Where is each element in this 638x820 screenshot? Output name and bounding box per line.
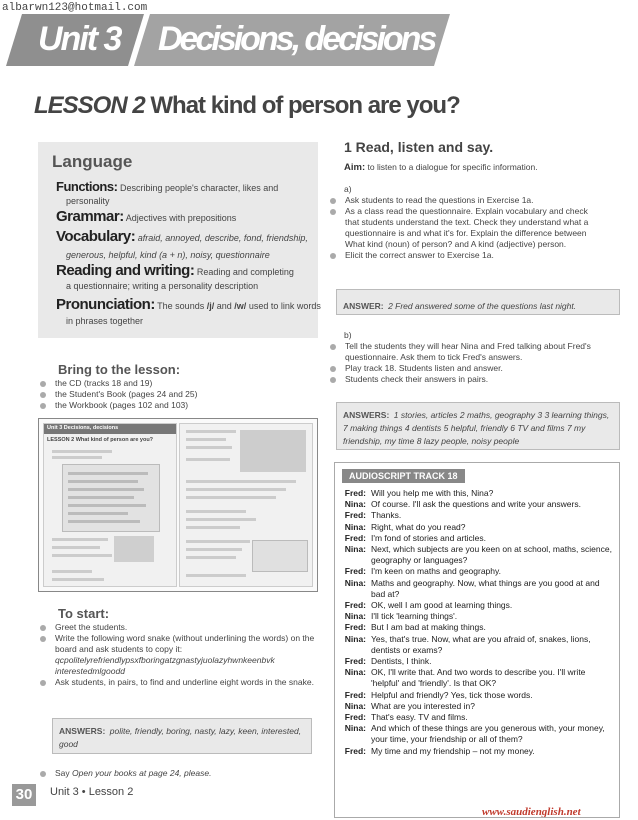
thumbnail-header-text: Unit 3 Decisions, decisions <box>47 425 119 431</box>
vocabulary-text: afraid, annoyed, describe, fond, friendship, <box>137 233 308 243</box>
audioscript-line <box>338 499 614 510</box>
reading-writing-text: Reading and completing <box>196 267 294 277</box>
audioscript-line <box>338 667 614 689</box>
speech-text: And which of these things are you generous with, your money, your time, your friendship or all of them? <box>371 723 605 745</box>
to-start-list <box>38 622 318 688</box>
list-item <box>38 633 318 677</box>
language-title: Language <box>52 152 133 171</box>
speaker-label: Nina: <box>344 667 366 678</box>
speaker-label: Fred: <box>344 488 366 498</box>
answer-box-a <box>336 289 620 315</box>
grammar-text: Adjectives with prepositions <box>125 213 237 223</box>
audioscript-line <box>338 578 614 600</box>
audioscript-line <box>338 510 614 521</box>
speaker-label: Nina: <box>344 700 366 711</box>
speech-text: OK, well I am good at learning things. <box>371 600 513 611</box>
audioscript-line <box>338 634 614 656</box>
speech-text: OK, I'll write that. And two words to describe you. I'll write 'helpful' and 'friendly'. Is that OK? <box>371 667 586 689</box>
speaker-label: Fred: <box>344 656 366 667</box>
answer-text: 2 Fred answered some of the questions last night. <box>388 301 577 311</box>
list-item: As a class read the questionnaire. Explain vocabulary and check that students understand the text. Check they understand what a questionnaire is and what it's for. Explain the difference between What kind (noun) of person? and A kind (adjective) person. <box>328 206 600 250</box>
answers-label: ANSWERS: <box>59 726 106 736</box>
audioscript-lines <box>338 488 614 757</box>
speech-text: What are you interested in? <box>371 700 475 711</box>
audioscript-line <box>338 522 614 533</box>
audioscript-line <box>338 746 614 757</box>
audioscript-line <box>338 611 614 622</box>
audioscript-line <box>338 488 614 499</box>
speech-text: Thanks. <box>371 510 402 521</box>
list-item: the Student's Book (pages 24 and 25) <box>38 389 318 400</box>
unit-title: Decisions, decisions <box>158 20 435 58</box>
sound-w: /w/ <box>234 301 247 311</box>
speaker-label: Nina: <box>344 611 366 622</box>
list-item: the Workbook (pages 102 and 103) <box>38 400 318 411</box>
grammar-label: Grammar: <box>56 208 124 225</box>
speech-text: Next, which subjects are you keen on at school, maths, science, geography or languages? <box>371 544 612 566</box>
speaker-label: Nina: <box>344 499 366 510</box>
bring-title: Bring to the lesson: <box>58 362 181 377</box>
speaker-label: Nina: <box>344 633 366 644</box>
part-b-list <box>328 341 600 385</box>
speech-text: I'm fond of stories and articles. <box>371 532 487 543</box>
list-item: Greet the students. <box>38 622 318 633</box>
speech-text: That's easy. TV and films. <box>371 712 468 723</box>
grammar-line <box>56 210 236 225</box>
lesson-heading <box>34 92 460 120</box>
audioscript-line <box>338 690 614 701</box>
pronunciation-text-2: in phrases together <box>66 316 144 326</box>
pronunciation-text-a: The sounds <box>157 301 205 311</box>
functions-text-2: personality <box>66 196 110 206</box>
to-start-title: To start: <box>58 606 110 621</box>
speech-text: Dentists, I think. <box>371 656 432 667</box>
speaker-label: Fred: <box>344 622 366 633</box>
speaker-label: Nina: <box>344 521 366 532</box>
speech-text: I'm keen on maths and geography. <box>371 566 501 577</box>
speaker-label: Nina: <box>344 577 366 588</box>
list-item: Elicit the correct answer to Exercise 1a. <box>328 250 600 261</box>
list-item: Tell the students they will hear Nina and Fred talking about Fred's questionnaire. Ask them to tick Fred's answers. <box>328 341 600 363</box>
say-list <box>38 768 318 779</box>
list-item <box>38 768 318 779</box>
answers-text: polite, friendly, boring, nasty, lazy, keen, interested, good <box>59 726 302 749</box>
lesson-number: LESSON 2 <box>34 92 145 119</box>
speaker-label: Nina: <box>344 723 366 734</box>
speech-text: Will you help me with this, Nina? <box>371 488 494 498</box>
speech-text: But I am bad at making things. <box>371 622 486 633</box>
page-number: 30 <box>12 784 36 806</box>
thumbnail-photo <box>240 430 306 472</box>
speech-text: Helpful and friendly? Yes, tick those words. <box>371 689 533 700</box>
list-item: Students check their answers in pairs. <box>328 374 600 385</box>
unit-number: Unit 3 <box>38 20 121 58</box>
watermark-email: albarwn123@hotmail.com <box>2 2 148 14</box>
speech-text: My time and my friendship – not my money. <box>371 745 535 756</box>
list-item: Ask students to read the questions in Exercise 1a. <box>328 195 600 206</box>
audioscript-line <box>338 712 614 723</box>
audioscript-line <box>338 544 614 566</box>
answers-box-b <box>336 402 620 450</box>
functions-line <box>56 180 278 195</box>
vocabulary-label: Vocabulary: <box>56 228 136 245</box>
footer-label: Unit 3 • Lesson 2 <box>50 786 134 798</box>
speech-text: Right, what do you read? <box>371 521 466 532</box>
part-b-label: b) <box>344 330 352 340</box>
say-text: Open your books at page 24, please. <box>72 768 212 778</box>
list-item-text: Write the following word snake (without underlining the words) on the board and ask students to copy it: <box>55 633 315 654</box>
speaker-label: Fred: <box>344 689 366 700</box>
speaker-label: Fred: <box>344 566 366 577</box>
site-url: www.saudienglish.net <box>482 806 581 818</box>
speaker-label: Fred: <box>344 510 366 521</box>
answer-label: ANSWER: <box>343 301 384 311</box>
thumbnail-page-25 <box>179 423 313 587</box>
speech-text: Yes, that's true. Now, what are you afraid of, snakes, lions, dentists or exams? <box>371 633 591 655</box>
audioscript-title: AUDIOSCRIPT TRACK 18 <box>342 469 465 483</box>
thumbnail-photo <box>114 536 154 562</box>
reading-writing-label: Reading and writing: <box>56 262 195 279</box>
audioscript-line <box>338 622 614 633</box>
speaker-label: Fred: <box>344 712 366 723</box>
functions-text: Describing people's character, likes and <box>119 183 279 193</box>
audioscript-line <box>338 600 614 611</box>
aim-label: Aim: <box>344 162 366 173</box>
vocabulary-text-2: generous, helpful, kind (a + n), noisy, questionnaire <box>66 250 270 260</box>
reading-writing-line <box>56 264 294 279</box>
speaker-label: Fred: <box>344 600 366 611</box>
audioscript-line <box>338 656 614 667</box>
audioscript-line <box>338 723 614 745</box>
thumbnail-page-24 <box>43 423 177 587</box>
speech-text: Maths and geography. Now, what things are you good at and bad at? <box>371 577 600 599</box>
list-item: Ask students, in pairs, to find and underline eight words in the snake. <box>38 677 318 688</box>
aim-line <box>344 162 538 173</box>
speaker-label: Fred: <box>344 745 366 756</box>
list-item: the CD (tracks 18 and 19) <box>38 378 318 389</box>
pronunciation-and: and <box>216 301 232 311</box>
thumbnail-table <box>252 540 308 572</box>
students-book-thumbnails <box>38 418 318 592</box>
aim-text: to listen to a dialogue for specific information. <box>367 162 538 172</box>
speech-text: Of course. I'll ask the questions and write your answers. <box>371 499 581 510</box>
answers-text: 1 stories, articles 2 maths, geography 3 3 learning things, 7 making things 4 dentists 5 helpful, friendly 6 TV and films 7 my friendship, my time 8 lazy people, noisy people <box>343 410 610 446</box>
pronunciation-line <box>56 298 321 313</box>
word-snake: qcpolitelyrefriendlypsxfboringatzgnastyjuolazyhwnkeenbvk interestedmlgoodd <box>55 655 275 676</box>
vocabulary-line <box>56 230 308 245</box>
bring-list <box>38 378 318 411</box>
say-prefix: Say <box>55 768 70 778</box>
answers-box-left <box>52 718 312 754</box>
lesson-title: What kind of person are you? <box>150 92 460 119</box>
speech-text: I'll tick 'learning things'. <box>371 611 458 622</box>
speaker-label: Nina: <box>344 544 366 555</box>
sound-j: /j/ <box>206 301 215 311</box>
part-a-label: a) <box>344 184 352 194</box>
answers-label: ANSWERS: <box>343 410 390 420</box>
thumbnail-lesson-text: LESSON 2 What kind of person are you? <box>47 437 154 443</box>
pronunciation-text-b: used to link words <box>248 301 321 311</box>
pronunciation-label: Pronunciation: <box>56 296 155 313</box>
audioscript-line <box>338 533 614 544</box>
exercise-heading: 1 Read, listen and say. <box>344 139 494 155</box>
functions-label: Functions: <box>56 179 118 194</box>
list-item: Play track 18. Students listen and answer. <box>328 363 600 374</box>
audioscript-line <box>338 701 614 712</box>
part-a-list <box>328 195 600 261</box>
reading-writing-text-2: a questionnaire; writing a personality description <box>66 281 259 291</box>
speaker-label: Fred: <box>344 532 366 543</box>
audioscript-line <box>338 566 614 577</box>
